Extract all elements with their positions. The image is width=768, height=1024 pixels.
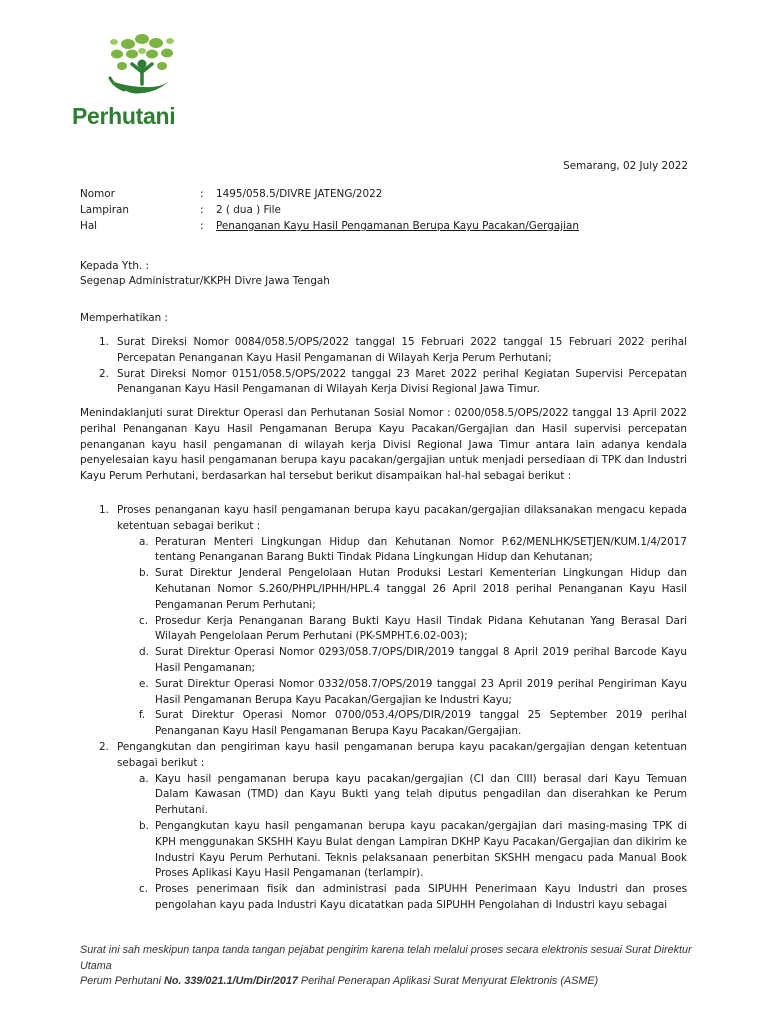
point-2-sublist xyxy=(139,772,687,914)
recipient: Segenap Administratur/KKPH Divre Jawa Tengah xyxy=(80,275,330,287)
meta-key: Lampiran xyxy=(80,204,129,216)
points-list xyxy=(99,503,687,914)
memperhatikan-heading: Memperhatikan : xyxy=(80,312,169,324)
sub-item xyxy=(139,819,687,882)
meta-colon: : xyxy=(200,204,204,216)
sub-text: Surat Direktur Operasi Nomor 0700/053.4/OPS/DIR/2019 tanggal 25 September 2019 perihal Penanganan Kayu Hasil Pengamanan Berupa Kayu Pacakan/Gergajian. xyxy=(155,709,687,738)
sub-text: Surat Direktur Operasi Nomor 0293/058.7/OPS/DIR/2019 tanggal 8 April 2019 perihal Barcode Kayu Hasil Pengamanan; xyxy=(155,646,687,674)
sub-text: Prosedur Kerja Penanganan Barang Bukti Kayu Hasil Tindak Pidana Kehutanan Yang Berasal Dari Wilayah Pengelolaan Perum Perhutani (PK-SMPHT.6.02-003); xyxy=(155,614,687,643)
item-text: Proses penanganan kayu hasil pengamanan berupa kayu pacakan/gergajian dilaksanakan mengacu kepada ketentuan sebagai berikut : xyxy=(117,504,687,532)
electronic-signature-note xyxy=(80,943,710,990)
item-number: 1. xyxy=(99,504,109,516)
meta-subject: Penanganan Kayu Hasil Pengamanan Berupa Kayu Pacakan/Gergajian xyxy=(216,220,579,232)
sub-item xyxy=(139,882,687,914)
point-1 xyxy=(99,503,687,535)
sub-item xyxy=(139,677,687,709)
sub-number: c. xyxy=(139,614,149,627)
meta-lampiran xyxy=(80,203,700,219)
point-1-sublist xyxy=(139,535,687,740)
meta-value: 1495/058.5/DIVRE JATENG/2022 xyxy=(216,188,383,200)
meta-key: Nomor xyxy=(80,188,115,200)
sub-item xyxy=(139,614,687,646)
letter-date: Semarang, 02 July 2022 xyxy=(563,160,688,172)
list-item xyxy=(99,335,687,367)
meta-hal xyxy=(80,219,700,235)
body-paragraph: Menindaklanjuti surat Direktur Operasi dan Perhutanan Sosial Nomor : 0200/058.5/OPS/2022 tanggal 13 April 2022 perihal Penanganan Kayu Hasil Pengamanan Berupa Kayu Pacakan/Gergajian dan Hasil supervisi percepatan penanganan kayu hasil pengamanan di wilayah kerja Divisi Regional Jawa Timur antara lain adanya kendala penyelesaian kayu hasil pengamanan berupa kayu pacakan/gergajian untuk menjadi persediaan di TPK dan Industri Kayu Perum Perhutani, berdasarkan hal tersebut berikut disampaikan hal-hal sebagai berikut : xyxy=(80,407,687,483)
meta-colon: : xyxy=(200,220,204,232)
sub-number: a. xyxy=(139,535,149,548)
sub-item xyxy=(139,645,687,677)
sub-number: b. xyxy=(139,819,149,832)
sub-text: Peraturan Menteri Lingkungan Hidup dan Kehutanan Nomor P.62/MENLHK/SETJEN/KUM.1/4/2017 tentang Penanganan Barang Bukti Tindak Pidana Lingkungan Hidup dan Kehutanan; xyxy=(155,535,687,564)
item-number: 2. xyxy=(99,740,109,753)
sub-number: c. xyxy=(139,883,149,896)
item-text: Pengangkutan dan pengiriman kayu hasil pengamanan berupa kayu pacakan/gergajian dengan ketentuan sebagai berikut : xyxy=(117,740,687,769)
meta-colon: : xyxy=(200,188,204,200)
logo-wordmark: Perhutani xyxy=(72,103,176,129)
meta-value: 2 ( dua ) File xyxy=(216,204,281,216)
sub-text: Surat Direktur Operasi Nomor 0332/058.7/OPS/2019 tanggal 23 April 2019 perihal Pengiriman Kayu Hasil Pengamanan Berupa Kayu Pacakan/Gergajian ke Industri Kayu; xyxy=(155,677,687,706)
sub-number: b. xyxy=(139,567,149,580)
memperhatikan-list xyxy=(99,335,687,398)
point-2 xyxy=(99,740,687,772)
item-text: Surat Direksi Nomor 0151/058.5/OPS/2022 tanggal 23 Maret 2022 perihal Kegiatan Supervisi Percepatan Penanganan Kayu Hasil Pengamanan di Wilayah Kerja Divisi Regional Jawa Timur. xyxy=(117,367,687,396)
footer-decree-number: No. 339/021.1/Um/Dir/2017 xyxy=(164,975,298,988)
meta-key: Hal xyxy=(80,220,98,232)
sub-item xyxy=(139,566,687,613)
sub-item xyxy=(139,535,687,567)
footer-text: Perihal Penerapan Aplikasi Surat Menyurat Elektronis (ASME) xyxy=(297,975,599,988)
list-item xyxy=(99,367,687,399)
footer-line-1: Surat ini sah meskipun tanpa tanda tangan pejabat pengirim karena telah melalui proses secara elektronis sesuai Surat Direktur Utama xyxy=(80,944,692,972)
footer-line-2 xyxy=(80,974,710,990)
sub-text: Pengangkutan kayu hasil pengamanan berupa kayu pacakan/gergajian dari masing-masing TPK di KPH menggunakan SKSHH Kayu Bulat dengan Lampiran DKHP Kayu Pacakan/Gergajian dan dikirim ke Industri Kayu Perum Perhutani. Teknis pelaksanaan penerbitan SKSHH mengacu pada Manual Book Proses Aplikasi Kayu Hasil Pengamanan (terlampir). xyxy=(155,819,687,880)
tree-hand-logo-icon xyxy=(70,30,210,105)
meta-nomor xyxy=(80,187,700,203)
sub-item xyxy=(139,772,687,819)
item-text: Surat Direksi Nomor 0084/058.5/OPS/2022 tanggal 15 Februari 2022 tanggal 15 Februari 2022 perihal Percepatan Penanganan Kayu Hasil Pengamanan di Wilayah Kerja Perum Perhutani; xyxy=(117,336,687,364)
item-number: 1. xyxy=(99,336,109,348)
sub-number: f. xyxy=(139,709,146,722)
sub-text: Proses penerimaan fisik dan administrasi pada SIPUHH Penerimaan Kayu Industri dan proses pengolahan kayu pada Industri Kayu dicatatkan pada SIPUHH Pengolahan di Industri kayu sebagai xyxy=(155,883,687,911)
sub-text: Surat Direktur Jenderal Pengelolaan Hutan Produksi Lestari Kementerian Lingkungan Hidup dan Kehutanan Nomor S.260/PHPL/IPHH/HPL.4 tanggal 26 April 2018 perihal Penanganan Kayu Hasil Pengamanan Perum Perhutani; xyxy=(155,567,687,611)
footer-text: Perum Perhutani xyxy=(80,975,165,988)
salutation: Kepada Yth. : xyxy=(80,260,150,272)
sub-text: Kayu hasil pengamanan berupa kayu pacakan/gergajian (CI dan CIII) berasal dari Kayu Temuan Dalam Kawasan (TMD) dan Kayu Bukti yang telah diputus pengadilan dan diserahkan ke Perum Perhutani. xyxy=(155,772,687,817)
sub-number: e. xyxy=(139,677,149,690)
sub-item xyxy=(139,708,687,740)
item-number: 2. xyxy=(99,367,109,380)
sub-number: a. xyxy=(139,772,149,785)
sub-number: d. xyxy=(139,646,149,659)
